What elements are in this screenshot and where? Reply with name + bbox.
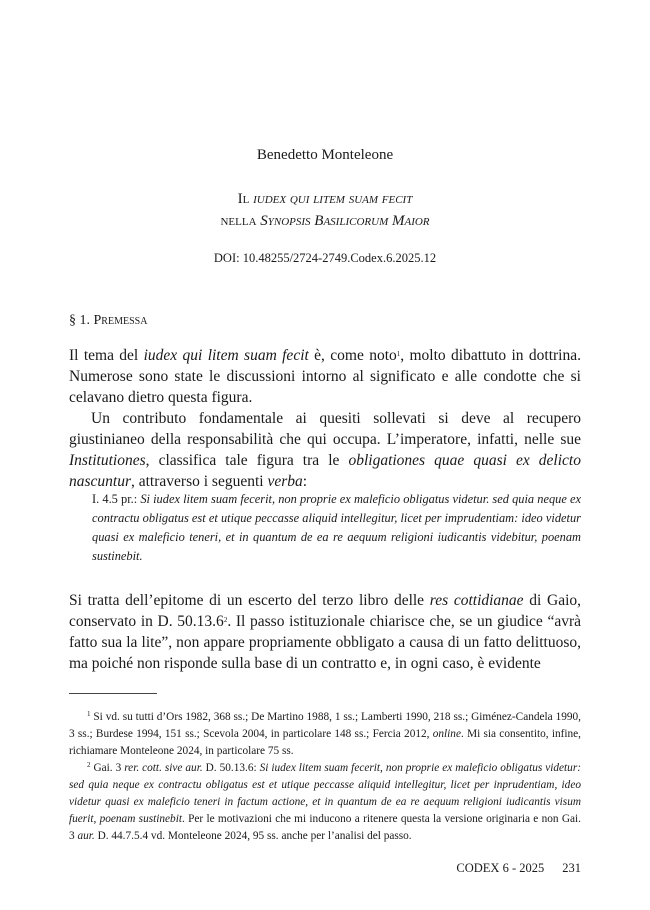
article-title [0, 188, 650, 232]
paragraph-1: Il tema del iudex qui litem suam fecit è, come noto$^1$, molto dibattuto in dottrina. Numerose sono state le discussioni intorno al significato e alle condotte che si celavano dietro questa figura. [69, 347, 581, 406]
footnote-2: $^2$ Gai. 3 rer. cott. sive aur. D. 50.13.6: Si iudex litem suam fecerit, non proprie ex maleficio obligatus videtur: sed quia neque ex contractu obligatus est et utique peccasse aliquid intellegitur, licet per inprudentiam, ideo videtur quasi ex maleficio teneri in factum actione, et in quantum de ea re aequum religioni iudicantis visum fuerit, poenam sustinebit. Per le motivazioni che mi inducono a ritenere questa la versione originaria e non Gai. 3 aur. D. 44.7.5.4 vd. Monteleone 2024, 95 ss. anche per l’analisi del passo. [69, 761, 581, 842]
body-text-1 [69, 345, 581, 492]
doi: DOI: 10.48255/2724-2749.Codex.6.2025.12 [213, 251, 437, 265]
title-line-1: Il iudex qui litem suam fecit [237, 191, 413, 207]
footnote-ref-2[interactable]: 2 [223, 616, 228, 624]
footnote-ref-1[interactable]: 1 [396, 350, 401, 358]
page-number: 231 [562, 861, 581, 875]
footnotes [69, 709, 581, 845]
footnote-1: $^1$ Si vd. su tutti d’Ors 1982, 368 ss.; De Martino 1988, 1 ss.; Lamberti 1990, 218 ss.; Giménez-Candela 1990, 3 ss.; Burdese 1994, 151 ss.; Scevola 2004, in particolare 148 ss.; Fercia 2012, online. Mi sia consentito, infine, richiamare Monteleone 2024, in particolare 75 ss. [69, 710, 581, 757]
page-footer [438, 861, 581, 876]
title-line-2: nella Synopsis Basilicorum Maior [220, 213, 430, 229]
section-heading: § 1. Premessa [69, 313, 148, 328]
author-name: Benedetto Monteleone [256, 147, 394, 163]
journal-name: CODEX 6 - 2025 [456, 861, 545, 875]
paragraph-2: Un contributo fondamentale ai quesiti sollevati si deve al recupero giustinianeo della responsabilità che qui occupa. L’imperatore, infatti, nelle sue Institutiones, classifica tale figura tra le obligationes quae quasi ex delicto nascuntur, attraverso i seguenti verba: [69, 410, 581, 490]
paragraph-3: Si tratta dell’epitome di un escerto del terzo libro delle res cottidianae di Gaio, conservato in D. 50.13.6$^2$. Il passo istituzionale chiarisce che, se un giudice “avrà fatto sua la lite”, non appare propriamente obbligato a causa di un fatto delittuoso, ma poiché non risponde sulla base di un contratto e, in ogni caso, è evidente [69, 592, 582, 672]
footnote-rule [69, 693, 157, 694]
body-text-2 [69, 590, 581, 674]
block-quote: I. 4.5 pr.: Si iudex litem suam fecerit, non proprie ex maleficio obligatus videtur. sed quia neque ex contractu obligatus est et utique peccasse aliquid intellegitur, licet per imprudentiam: ideo videtur quasi ex maleficio teneri, et in quantum de ea re aequum religioni iudicantis videbitur, poenam sustinebit. [92, 492, 581, 563]
